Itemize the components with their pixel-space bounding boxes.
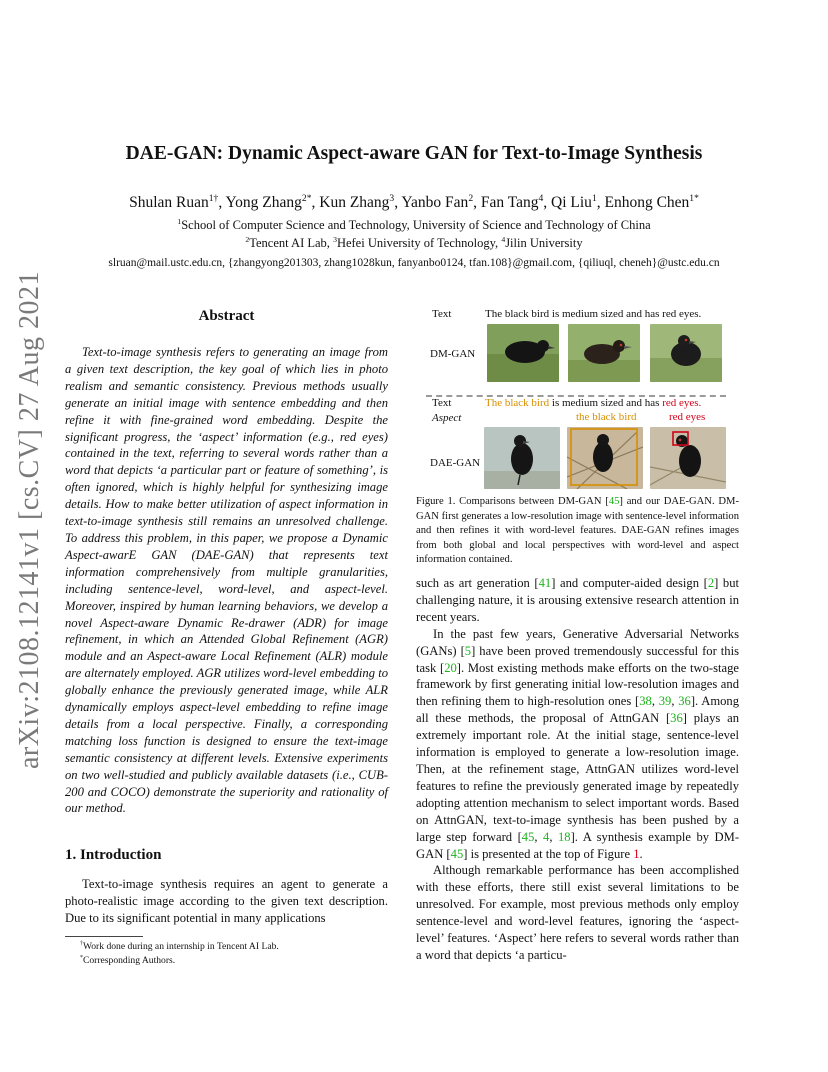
paper-title: DAE-GAN: Dynamic Aspect-aware GAN for Text-to-Image Synthesis (125, 143, 703, 164)
author-name: Shulan Ruan (129, 194, 209, 211)
citation-link[interactable]: 41 (538, 576, 552, 590)
footnote-1: †Work done during an internship in Tencent AI Lab. (80, 940, 279, 952)
arxiv-sidebar (8, 270, 52, 770)
dmgan-image-2 (568, 324, 640, 382)
arxiv-id: arXiv:2108.12141v1 [cs.CV] 27 Aug 2021 (14, 270, 45, 770)
author-emails: slruan@mail.ustc.edu.cn, {zhangyong201303, zhang1028kun, fanyanbo0124, tfan.108}@gmail.com, {qiliuql, cheneh}@ustc.edu.cn (108, 257, 720, 269)
author-name: Fan Tang (480, 194, 539, 211)
aspect-label-2: red eyes (669, 411, 706, 423)
figure-caption-text-1: The black bird is medium sized and has red eyes. (485, 308, 702, 320)
citation-link[interactable]: 4 (543, 829, 550, 844)
figure-label-text-1: Text (432, 308, 452, 320)
affiliation-2: $^2$Tencent AI Lab, $^3$Hefei University of Technology, $^4$Jilin University (245, 234, 583, 250)
abstract-paragraph: Text-to-image synthesis refers to generating an image from a given text description, the key goal of which lies in photo realism and semantic consistency. Previous methods usually generate an initial image with sentence embedding and then refine it with fine-grained word embedding. Despite the significant progress, the ‘aspect’ information (e.g., red eyes) contained in the text, referring to several words rather than a word that depicts ‘a particular part or feature of something’, is often ignored, which is highly helpful for synthesizing image details. How to make better utilization of aspect information in text-to-image synthesis still remains an unresolved challenge. To address this problem, in this paper, we propose a Dynamic Aspect-awarE GAN (DAE-GAN) that represents text information comprehensively from multiple granularities, including sentence-level, word-level, and aspect-level. Moreover, inspired by human learning behaviors, we develop a novel Aspect-aware Dynamic Re-drawer (ADR) for image refinement, in which an Attended Global Refinement (AGR) module and an Aspect-aware Local Refinement (ALR) module are alternately employed. AGR utilizes word-level embedding to globally enhance the previously generated image, while ALR dynamically employs aspect-level embedding to refine image details from a local perspective. Finally, a corresponding matching loss function is designed to ensure the text-image semantic consistency at different levels. Extensive experiments on two well-studied and publicly available datasets (i.e., CUB-200 and COCO) demonstrate the superiority and rationality of our method. (65, 345, 388, 816)
author-list: Shulan Ruan$^{1\dagger}$, Yong Zhang$^{2*}$, Kun Zhang$^3$, Yanbo Fan$^2$, Fan Tang$^4$, Qi Liu$^1$, Enhong Chen$^{1*}$ (129, 192, 699, 211)
citation-link[interactable]: 45 (521, 829, 535, 844)
right-paragraph-3: Although remarkable performance has been accomplished with these efforts, there still exist several limitations to be unresolved. For example, most previous methods only employ sentence-level and word-level features, ignoring the ‘aspect-level’ features. ‘Aspect’ here refers to several words rather than a word that depicts ‘a particu- (416, 863, 739, 962)
figure-label-daegan: DAE-GAN (430, 457, 481, 469)
citation-link[interactable]: 38 (639, 694, 652, 709)
aspect-label-1: the black bird (576, 411, 637, 423)
daegan-image-3 (650, 427, 726, 489)
daegan-image-1 (484, 427, 560, 489)
citation-link[interactable]: 45 (450, 846, 464, 861)
figure-label-dmgan: DM-GAN (430, 348, 476, 360)
figure-caption-text-2: The black bird is medium sized and has red eyes. (485, 397, 702, 409)
author-name: Yong Zhang (225, 194, 302, 211)
right-column-text (416, 575, 739, 964)
citation-link[interactable]: 20 (444, 660, 457, 675)
affiliation-1: $^1$School of Computer Science and Technology, University of Science and Technology of China (177, 216, 651, 232)
footnote-2: *Corresponding Authors. (80, 954, 176, 966)
figure-ref-link[interactable]: 1 (633, 846, 640, 861)
daegan-image-2 (567, 427, 643, 489)
citation-link[interactable]: 5 (464, 643, 472, 658)
figure-1-caption: Figure 1. Comparisons between DM-GAN [45] and our DAE-GAN. DM-GAN first generates a low-resolution image with sentence-level information and then refines it with word-level features. DAE-GAN refines images from both global and local perspectives with word-level and aspect information contained. (416, 496, 740, 565)
citation-link[interactable]: 45 (608, 496, 620, 507)
author-name: Kun Zhang (319, 194, 390, 211)
citation-link[interactable]: 36 (678, 694, 691, 709)
abstract-heading: Abstract (198, 308, 255, 324)
author-name: Yanbo Fan (401, 194, 469, 211)
dmgan-image-3 (650, 324, 722, 382)
right-paragraph-1: such as art generation [41] and computer-aided design [2] but challenging nature, it is arousing extensive research attention in recent years. (416, 576, 739, 624)
footnote-rule (65, 936, 143, 937)
citation-link[interactable]: 2 (707, 576, 715, 590)
intro-paragraph-1: Text-to-image synthesis requires an agent to generate a photo-realistic image according to the given text description. Due to its significant potential in many applications (65, 877, 388, 925)
right-paragraph-2: In the past few years, Generative Adversarial Networks (GANs) [5] have been proved tremendously successful for this task [20]. Most existing methods make efforts on the two-stage framework by first generating initial low-resolution images and then refining them to high-resolution ones [38, 39, 36]. Among all these methods, the proposal of AttnGAN [36] plays an extremely important role. At the initial stage, sentence-level information is employed to generate a low-resolution image. Then, at the refinement stage, AttnGAN utilizes word-level features to refine the previously generated image by repeatedly adopting attention mechanism to select important words. Based on AttnGAN, text-to-image synthesis has been pushed by a large step forward [45, 4, 18]. A synthesis example by DM-GAN [45] is presented at the top of Figure 1. (416, 626, 740, 861)
citation-link[interactable]: 36 (670, 711, 683, 726)
author-name: Qi Liu (551, 194, 592, 211)
citation-link[interactable]: 18 (557, 829, 571, 844)
citation-link[interactable]: 39 (658, 694, 672, 709)
abstract-text (65, 344, 388, 817)
section-heading-introduction: 1. Introduction (65, 847, 162, 863)
author-name: Enhong Chen (604, 194, 690, 211)
figure-label-text-2: Text (432, 397, 452, 409)
figure-label-aspect: Aspect (432, 412, 462, 424)
dmgan-image-1 (487, 324, 559, 382)
